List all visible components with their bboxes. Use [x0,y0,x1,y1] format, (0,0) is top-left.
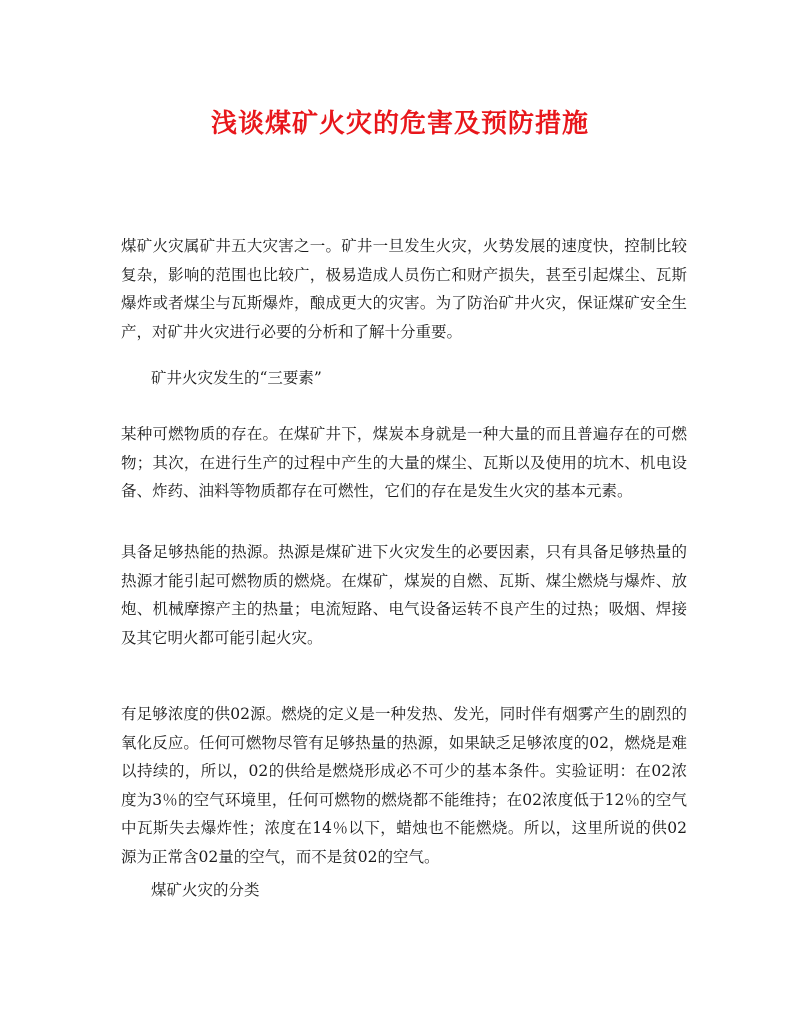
heat-source-paragraph: 具备足够热能的热源。热源是煤矿进下火灾发生的必要因素，只有具备足够热量的热源才能引起可燃物质的燃烧。在煤矿，煤炭的自燃、瓦斯、煤尘燃烧与爆炸、放炮、机械摩擦产主的热量；电流短路、电气设备运转不良产生的过热；吸烟、焊接及其它明火都可能引起火灾。 [121,543,687,647]
oxygen-paragraph: 有足够浓度的供02源。燃烧的定义是一种发热、发光，同时伴有烟雾产生的剧烈的氧化反应。任何可燃物尽管有足够热量的热源，如果缺乏足够浓度的02，燃烧是难以持续的，所以，02的供给是燃烧形成必不可少的基本条件。实验证明：在02浓度为3％的空气环境里，任何可燃物的燃烧都不能维持；在02浓度低于12％的空气中瓦斯失去爆炸性；浓度在14％以下，蜡烛也不能燃烧。所以，这里所说的供02源为正常含02量的空气，而不是贫02的空气。 [121,705,687,866]
three-elements-heading: 矿井火灾发生的“三要素” [151,369,322,387]
fuel-paragraph: 某种可燃物质的存在。在煤矿井下，煤炭本身就是一种大量的而且普遍存在的可燃物；其次，在进行生产的过程中产生的大量的煤尘、瓦斯以及使用的坑木、机电设备、炸药、油料等物质都存在可燃性，它们的存在是发生火灾的基本元素。 [121,425,687,501]
classification-heading: 煤矿火灾的分类 [151,881,260,899]
intro-paragraph: 煤矿火灾属矿井五大灾害之一。矿井一旦发生火灾，火势发展的速度快，控制比较复杂，影响的范围也比较广，极易造成人员伤亡和财产损失，甚至引起煤尘、瓦斯爆炸或者煤尘与瓦斯爆炸，酿成更大的灾害。为了防治矿井火灾，保证煤矿安全生产，对矿井火灾进行必要的分析和了解十分重要。 [121,237,687,341]
document-title: 浅谈煤矿火灾的危害及预防措施 [210,109,589,139]
